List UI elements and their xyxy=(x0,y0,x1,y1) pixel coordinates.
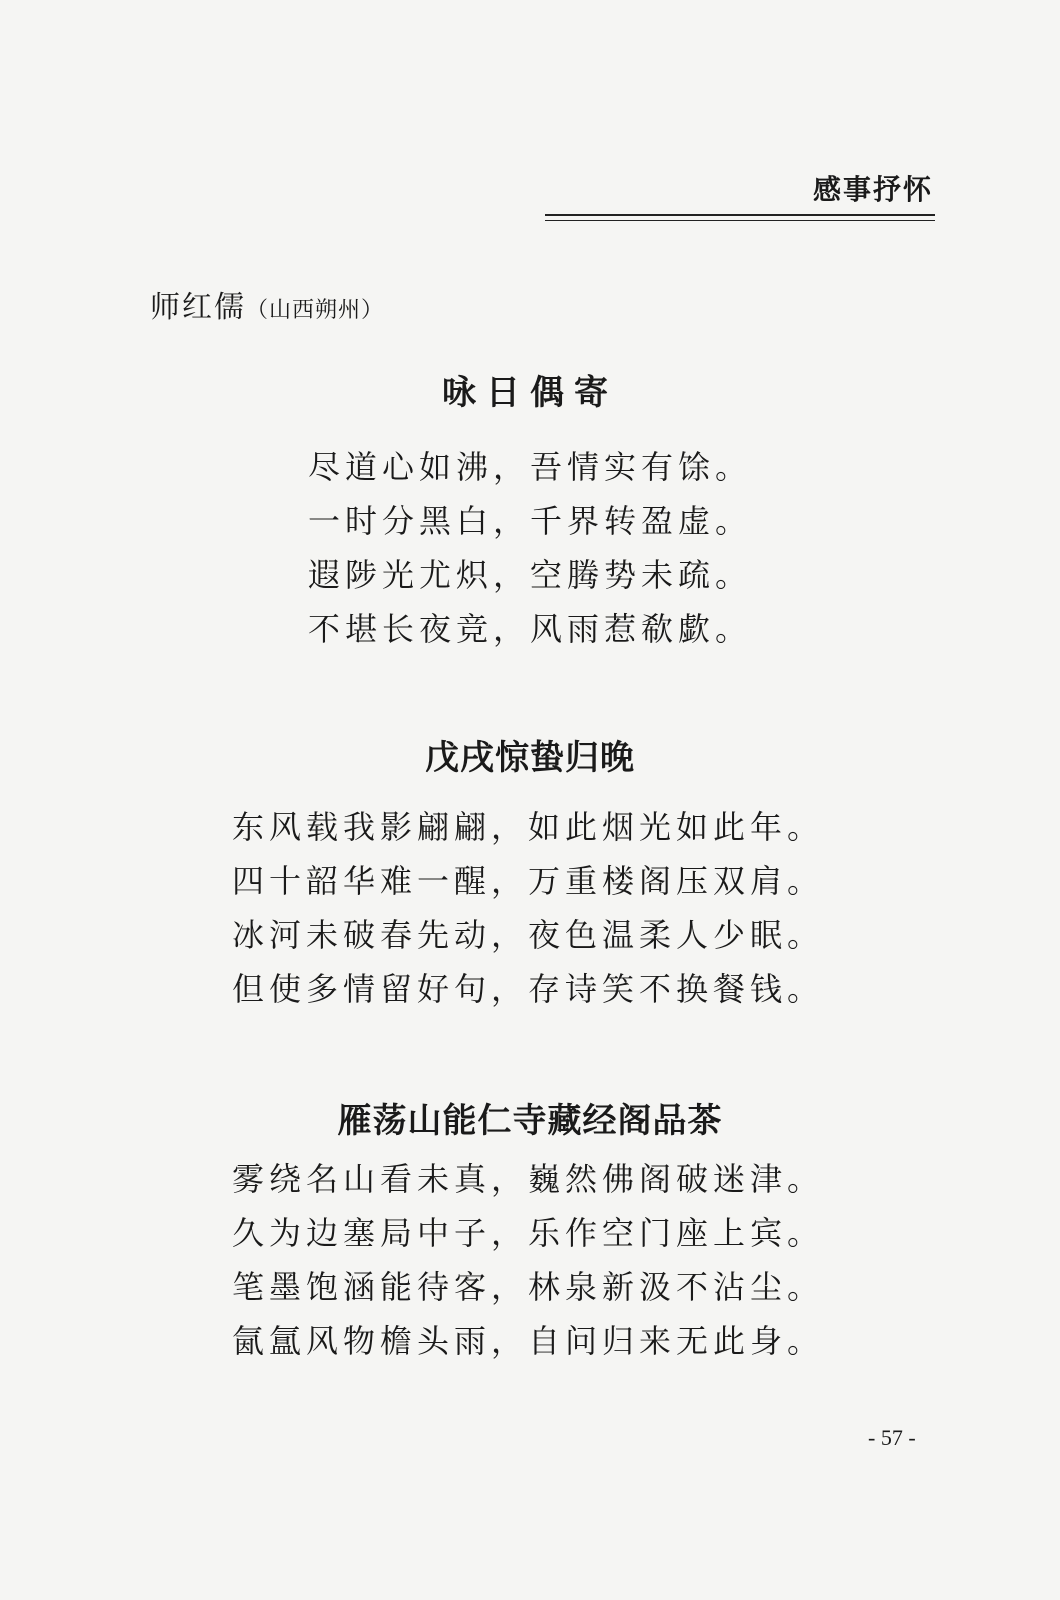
poem-line: 遐陟光尤炽，空腾势未疏。 xyxy=(308,556,753,594)
poem-line: 东风载我影翩翩，如此烟光如此年。 xyxy=(232,808,825,846)
poem-title: 雁荡山能仁寺藏经阁品茶 xyxy=(337,1101,723,1141)
poem-line: 四十韶华难一醒，万重楼阁压双肩。 xyxy=(232,862,825,900)
poem-line: 尽道心如沸，吾情实有馀。 xyxy=(308,448,753,486)
poem-line: 雾绕名山看未真，巍然佛阁破迷津。 xyxy=(232,1160,825,1198)
header-rule xyxy=(545,214,935,221)
page-number: - 57 - xyxy=(868,1425,916,1450)
poem-line: 但使多情留好句，存诗笑不换餐钱。 xyxy=(232,970,825,1008)
poem-body xyxy=(308,440,752,656)
poem-line: 久为边塞局中子，乐作空门座上宾。 xyxy=(232,1214,825,1252)
poem-line: 笔墨饱涵能待客，林泉新汲不沾尘。 xyxy=(232,1268,825,1306)
poem-line: 冰河未破春先动，夜色温柔人少眠。 xyxy=(232,916,825,954)
poem-body xyxy=(232,800,824,1016)
poem-line: 氤氲风物檐头雨，自问归来无此身。 xyxy=(232,1322,825,1360)
author-name: 师红儒 xyxy=(150,290,246,325)
section-title: 感事抒怀 xyxy=(812,173,933,206)
poem-title: 戊戌惊蛰归晚 xyxy=(425,738,635,778)
poem-title: 咏日偶寄 xyxy=(442,373,618,413)
poem-line: 不堪长夜竞，风雨惹欷歔。 xyxy=(308,610,753,648)
poem-line: 一时分黑白，千界转盈虚。 xyxy=(308,502,753,540)
section-header xyxy=(545,168,935,221)
poem-body xyxy=(232,1152,824,1368)
author-region: （山西朔州） xyxy=(246,298,385,323)
author-line xyxy=(150,282,384,326)
